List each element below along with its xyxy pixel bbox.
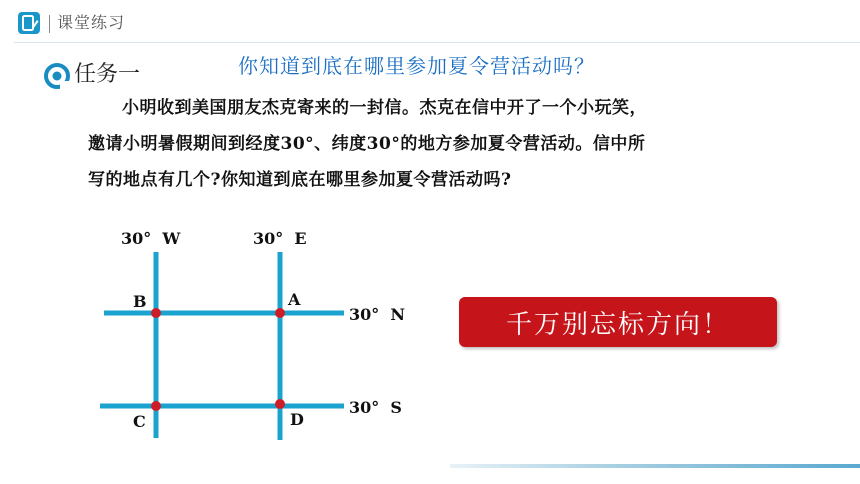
label-30s: 30° S — [349, 398, 402, 417]
point-b-marker — [151, 308, 161, 318]
point-c-label: C — [133, 412, 146, 431]
reminder-callout — [459, 297, 777, 347]
task-label: 任务一 — [74, 62, 141, 87]
footer-rule — [450, 464, 860, 468]
task-title: 你知道到底在哪里参加夏令营活动吗？ — [238, 54, 595, 78]
label-30n: 30° N — [349, 305, 406, 324]
section-label: 课堂练习 — [57, 13, 126, 32]
point-a-label: A — [288, 290, 301, 309]
point-c-marker — [151, 401, 161, 411]
paragraph-line-2: 邀请小明暑假期间到经度30°、纬度30°的地方参加夏令营活动。信中所 — [88, 134, 646, 154]
callout-text: 千万别忘标方向！ — [505, 309, 730, 340]
paragraph-line-1: 小明收到美国朋友杰克寄来的一封信。杰克在信中开了一个小玩笑， — [122, 98, 647, 118]
point-d-marker — [275, 399, 285, 409]
paragraph-line-3: 写的地点有几个?你知道到底在哪里参加夏令营活动吗? — [88, 170, 512, 190]
label-30w: 30° W — [121, 229, 181, 248]
point-a-marker — [275, 308, 285, 318]
label-30e: 30° E — [253, 229, 307, 248]
point-b-label: B — [133, 292, 147, 311]
point-d-label: D — [290, 410, 304, 429]
